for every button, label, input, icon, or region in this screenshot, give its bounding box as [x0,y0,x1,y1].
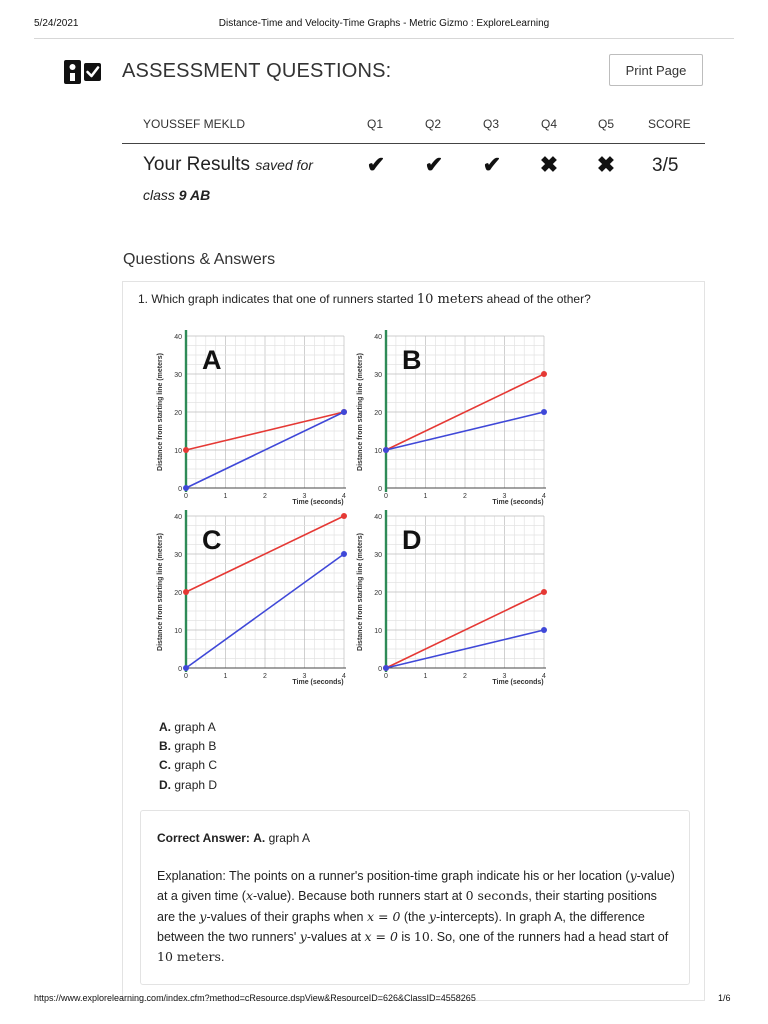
explanation-text [157,866,677,967]
expl-part: -value) at a given time ( [157,869,675,904]
runner-point [183,485,189,491]
y-tick-label: 20 [174,410,182,417]
x-tick-label: 0 [384,673,388,680]
results-title [143,154,313,176]
x-tick-label: 0 [184,493,188,500]
x-axis-label: Time (seconds) [292,499,344,506]
y-tick-label: 0 [178,486,182,493]
q5-incorrect-icon: ✖ [596,152,616,177]
runner-point [183,589,189,595]
q1-correct-icon: ✔ [366,152,386,177]
graphs-figure [152,322,560,688]
results-title-text: Your Results [143,154,251,175]
print-date: 5/24/2021 [34,18,79,29]
expl-part: . So, one of the runners had a head start of [429,929,669,944]
expl-math: x = 0 [364,928,398,944]
choice-d-letter: D. [159,778,171,792]
runner-point [341,513,347,519]
question-text [138,292,591,307]
x-tick-label: 3 [502,493,507,500]
y-tick-label: 40 [374,514,382,521]
expl-part: -values at [306,929,365,944]
y-axis-label: Distance from starting line (meters) [157,353,164,471]
x-tick-label: 3 [502,673,507,680]
score-value: 3/5 [652,155,679,176]
student-name: YOUSSEF MEKLD [143,117,246,131]
correct-answer-text: graph A [268,831,310,845]
correct-answer-letter: A. [253,831,266,845]
y-axis-label: Distance from starting line (meters) [357,533,364,651]
choice-c-letter: C. [159,758,171,772]
runner-point [383,447,389,453]
graph-letter: A [202,345,222,375]
graph-letter: B [402,345,422,375]
column-score: SCORE [648,117,691,131]
column-q2: Q2 [425,117,442,131]
q4-incorrect-icon: ✖ [539,152,559,177]
choice-c[interactable] [159,758,217,772]
page-title: ASSESSMENT QUESTIONS: [122,60,392,82]
question-math: 10 meters [416,292,484,307]
expl-part: is [397,929,414,944]
results-divider [122,143,705,144]
choice-d[interactable] [159,778,217,792]
print-page-button[interactable]: Print Page [609,54,703,86]
x-tick-label: 1 [423,673,428,680]
x-tick-label: 0 [384,493,388,500]
question-prefix: 1. Which graph indicates that one of runners started [138,292,417,306]
graph-letter: C [202,525,222,555]
expl-part: . [220,950,225,965]
footer-page: 1/6 [718,993,731,1003]
class-label: class [143,187,175,203]
expl-part: -intercepts). In graph A, the difference between the two runners' [157,909,645,944]
print-page-title: Distance-Time and Velocity-Time Graphs - Metric Gizmo : ExploreLearning [218,18,550,29]
y-tick-label: 10 [174,628,182,635]
y-tick-label: 40 [174,514,182,521]
y-tick-label: 30 [174,372,182,379]
x-tick-label: 2 [463,493,467,500]
y-axis-label: Distance from starting line (meters) [157,533,164,651]
expl-part: (the [400,909,429,924]
choice-b[interactable] [159,739,216,753]
expl-math: 0 seconds [465,888,529,904]
runner-point [541,371,547,377]
choice-b-letter: B. [159,739,171,753]
y-tick-label: 0 [378,486,382,493]
y-tick-label: 20 [374,410,382,417]
expl-part: , their starting positions are the [157,889,657,924]
choice-b-text: graph B [174,739,217,753]
header-divider [34,38,734,39]
column-q5: Q5 [598,117,615,131]
x-tick-label: 1 [223,493,228,500]
runner-point [541,409,547,415]
correct-answer-label: Correct Answer: [157,831,250,845]
runner-point [341,409,347,415]
class-name: 9 AB [178,187,211,203]
y-tick-label: 40 [374,334,382,341]
expl-math: y [428,908,436,924]
column-q3: Q3 [483,117,500,131]
class-line [143,187,210,203]
expl-part: Explanation: The points on a runner's position-time graph indicate his or her location ( [157,869,630,883]
x-axis-label: Time (seconds) [492,499,544,506]
y-tick-label: 30 [374,372,382,379]
q2-correct-icon: ✔ [424,152,444,177]
x-tick-label: 4 [342,493,346,500]
x-tick-label: 2 [263,673,267,680]
runner-point [541,627,547,633]
runner-point [541,589,547,595]
expl-math: y [199,908,207,924]
expl-math: 10 [413,928,430,944]
y-tick-label: 10 [374,448,382,455]
x-tick-label: 4 [542,673,546,680]
choice-a[interactable] [159,720,216,734]
y-axis-label: Distance from starting line (meters) [357,353,364,471]
runner-point [383,665,389,671]
choice-d-text: graph D [174,778,218,792]
expl-math: x = 0 [366,908,401,924]
runner-point [183,665,189,671]
assessment-icon [64,60,102,84]
saved-for-label: saved for [255,157,313,173]
column-q1: Q1 [367,117,384,131]
x-axis-label: Time (seconds) [492,679,544,686]
x-axis-label: Time (seconds) [292,679,344,686]
x-tick-label: 2 [263,493,267,500]
y-tick-label: 0 [378,666,382,673]
expl-math: x [245,888,253,904]
x-tick-label: 1 [423,493,428,500]
expl-math: 10 meters [157,949,221,965]
x-tick-label: 3 [302,673,307,680]
column-q4: Q4 [541,117,558,131]
x-tick-label: 0 [184,673,188,680]
x-tick-label: 2 [463,673,467,680]
y-tick-label: 10 [174,448,182,455]
x-tick-label: 4 [542,493,546,500]
qa-heading: Questions & Answers [123,251,276,268]
footer-url: https://www.explorelearning.com/index.cfm?method=cResource.dspView&ResourceID=626&ClassID=4558265 [34,993,476,1003]
expl-math: y [299,928,307,944]
expl-part: -value). Because both runners start at [253,889,466,904]
q3-correct-icon: ✔ [482,152,502,177]
graph-letter: D [402,525,422,555]
y-tick-label: 10 [374,628,382,635]
x-tick-label: 3 [302,493,307,500]
x-tick-label: 1 [223,673,228,680]
y-tick-label: 20 [174,590,182,597]
runner-point [183,447,189,453]
y-tick-label: 0 [178,666,182,673]
choice-a-letter: A. [159,720,171,734]
correct-answer [157,831,310,845]
x-tick-label: 4 [342,673,346,680]
choice-a-text: graph A [174,720,216,734]
y-tick-label: 30 [174,552,182,559]
expl-math: y [629,868,637,883]
question-suffix: ahead of the other? [483,292,591,306]
expl-part: -values of their graphs when [206,909,367,924]
y-tick-label: 40 [174,334,182,341]
choice-c-text: graph C [174,758,218,772]
y-tick-label: 20 [374,590,382,597]
runner-point [341,551,347,557]
y-tick-label: 30 [374,552,382,559]
